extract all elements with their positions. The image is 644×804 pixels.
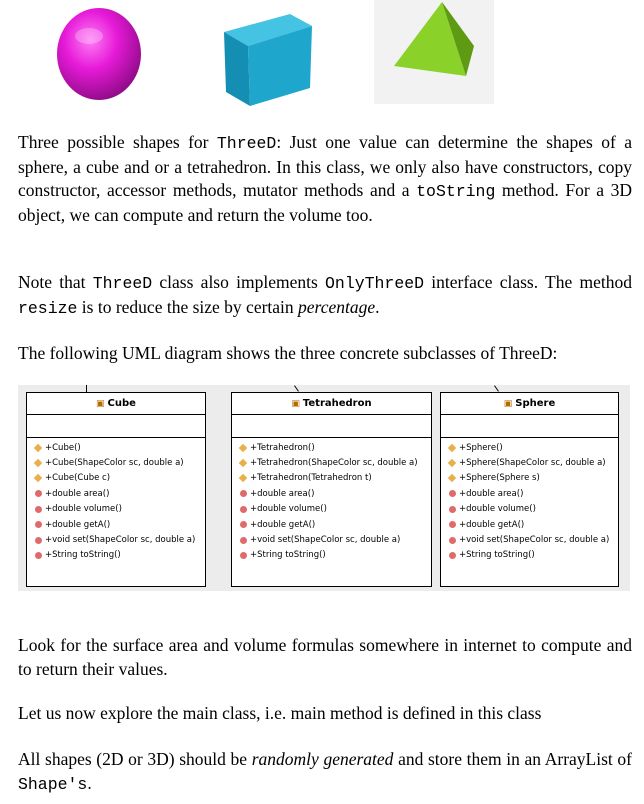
class-icon: ▣ <box>503 398 513 409</box>
text: . <box>375 296 380 317</box>
operation-signature: +String toString() <box>45 550 121 561</box>
operation-signature: +double getA() <box>250 519 316 530</box>
uml-operation <box>449 440 618 455</box>
class-icon: ▣ <box>96 398 105 409</box>
method-icon <box>449 521 456 528</box>
operation-signature: +double area() <box>459 488 524 499</box>
operation-signature: +Cube() <box>45 442 81 453</box>
uml-operation <box>449 486 618 501</box>
uml-operation <box>449 517 618 532</box>
text: class also implements <box>152 272 326 292</box>
method-icon <box>240 537 247 544</box>
text: Note that <box>18 272 93 292</box>
method-icon <box>449 537 456 544</box>
text: method. For a 3D object, we can compute and return the volume too. <box>18 180 632 225</box>
uml-operation <box>35 486 205 501</box>
uml-operation <box>35 517 205 532</box>
constructor-icon <box>239 474 247 482</box>
emphasis-randomly-generated: randomly generated <box>251 749 394 769</box>
uml-operation <box>240 548 431 563</box>
uml-operation <box>449 548 618 563</box>
cube-image <box>220 10 315 108</box>
paragraph-main-class: Let us now explore the main class, i.e. main method is defined in this class <box>18 703 542 723</box>
uml-class-sphere <box>440 392 619 587</box>
uml-attributes-section <box>232 415 431 438</box>
method-icon <box>240 490 247 497</box>
uml-operation <box>240 502 431 517</box>
method-icon <box>35 506 42 513</box>
uml-operation <box>449 471 618 486</box>
method-icon <box>35 490 42 497</box>
operation-signature: +String toString() <box>250 550 326 561</box>
uml-operations-section <box>27 438 205 563</box>
method-icon <box>240 552 247 559</box>
operation-signature: +Sphere(ShapeColor sc, double a) <box>459 458 606 469</box>
uml-operation <box>240 440 431 455</box>
constructor-icon <box>448 459 456 467</box>
constructor-icon <box>239 443 247 451</box>
uml-operation <box>35 502 205 517</box>
text: Three possible shapes for <box>18 132 217 152</box>
tetrahedron-image <box>374 0 494 104</box>
paragraph-formulas: Look for the surface area and volume formulas somewhere in internet to compute and to return their values. <box>18 635 632 679</box>
operation-signature: +Tetrahedron() <box>250 442 315 453</box>
operation-signature: +double volume() <box>45 504 122 515</box>
uml-operation <box>35 455 205 470</box>
operation-signature: +Tetrahedron(Tetrahedron t) <box>250 473 372 484</box>
code-tostring: toString <box>416 182 496 201</box>
operation-signature: +Cube(Cube c) <box>45 473 111 484</box>
uml-operation <box>240 471 431 486</box>
uml-operation <box>35 532 205 547</box>
paragraph-onlythreed <box>18 271 632 320</box>
operation-signature: +double volume() <box>459 504 536 515</box>
constructor-icon <box>34 459 42 467</box>
uml-operation <box>35 440 205 455</box>
method-icon <box>240 506 247 513</box>
operation-signature: +double getA() <box>459 519 525 530</box>
uml-operation <box>240 455 431 470</box>
uml-operation <box>240 486 431 501</box>
emphasis-percentage: percentage <box>298 296 376 317</box>
uml-class-header <box>232 393 431 415</box>
operation-signature: +Sphere() <box>459 442 503 453</box>
uml-class-cube <box>26 392 206 587</box>
text: . <box>87 772 92 793</box>
uml-operation <box>35 471 205 486</box>
method-icon <box>35 552 42 559</box>
operation-signature: +void set(ShapeColor sc, double a) <box>250 535 401 546</box>
uml-class-name: Sphere <box>515 398 556 409</box>
uml-class-tetrahedron <box>231 392 432 587</box>
uml-class-header <box>27 393 205 415</box>
uml-connector <box>86 385 87 392</box>
uml-operation <box>35 548 205 563</box>
text: : Just one value can determine the shapes of a sphere, a cube and or a tetrahedron. In this class, we only also have constructors, copy constructor, accessor methods, mutator methods and a <box>18 132 632 200</box>
code-resize: resize <box>18 298 78 318</box>
sphere-image <box>54 4 144 104</box>
operation-signature: +Cube(ShapeColor sc, double a) <box>45 458 184 469</box>
operation-signature: +double area() <box>45 488 110 499</box>
uml-class-header <box>441 393 618 415</box>
method-icon <box>449 552 456 559</box>
paragraph-random-shapes <box>18 748 632 796</box>
operation-signature: +double volume() <box>250 504 327 515</box>
method-icon <box>240 521 247 528</box>
uml-attributes-section <box>441 415 618 438</box>
uml-operations-section <box>441 438 618 563</box>
uml-operation <box>449 532 618 547</box>
uml-class-name: Tetrahedron <box>302 398 372 409</box>
uml-operations-section <box>232 438 431 563</box>
operation-signature: +void set(ShapeColor sc, double a) <box>45 535 196 546</box>
method-icon <box>449 490 456 497</box>
operation-signature: +String toString() <box>459 550 535 561</box>
paragraph-threed-intro <box>18 131 632 227</box>
paragraph-uml-intro: The following UML diagram shows the three concrete subclasses of ThreeD: <box>18 343 558 363</box>
constructor-icon <box>34 443 42 451</box>
constructor-icon <box>448 443 456 451</box>
operation-signature: +Sphere(Sphere s) <box>459 473 540 484</box>
uml-operation <box>240 517 431 532</box>
code-shapes: Shape's <box>18 774 88 794</box>
uml-attributes-section <box>27 415 205 438</box>
uml-operation <box>240 532 431 547</box>
operation-signature: +double area() <box>250 488 315 499</box>
method-icon <box>35 537 42 544</box>
class-icon: ▣ <box>291 398 300 409</box>
uml-class-name: Cube <box>107 398 136 409</box>
constructor-icon <box>34 474 42 482</box>
text: interface class. The method <box>424 272 632 292</box>
text: and store them in an ArrayList of <box>393 749 632 769</box>
uml-operation <box>449 455 618 470</box>
operation-signature: +void set(ShapeColor sc, double a) <box>459 535 610 546</box>
code-threed: ThreeD <box>92 274 153 293</box>
code-threed: ThreeD <box>216 134 277 153</box>
text: All shapes (2D or 3D) should be <box>18 749 252 769</box>
method-icon <box>35 521 42 528</box>
code-onlythreed: OnlyThreeD <box>325 274 425 293</box>
text: is to reduce the size by certain <box>77 296 299 317</box>
uml-operation <box>449 502 618 517</box>
constructor-icon <box>448 474 456 482</box>
constructor-icon <box>239 459 247 467</box>
operation-signature: +double getA() <box>45 519 111 530</box>
operation-signature: +Tetrahedron(ShapeColor sc, double a) <box>250 458 418 469</box>
method-icon <box>449 506 456 513</box>
